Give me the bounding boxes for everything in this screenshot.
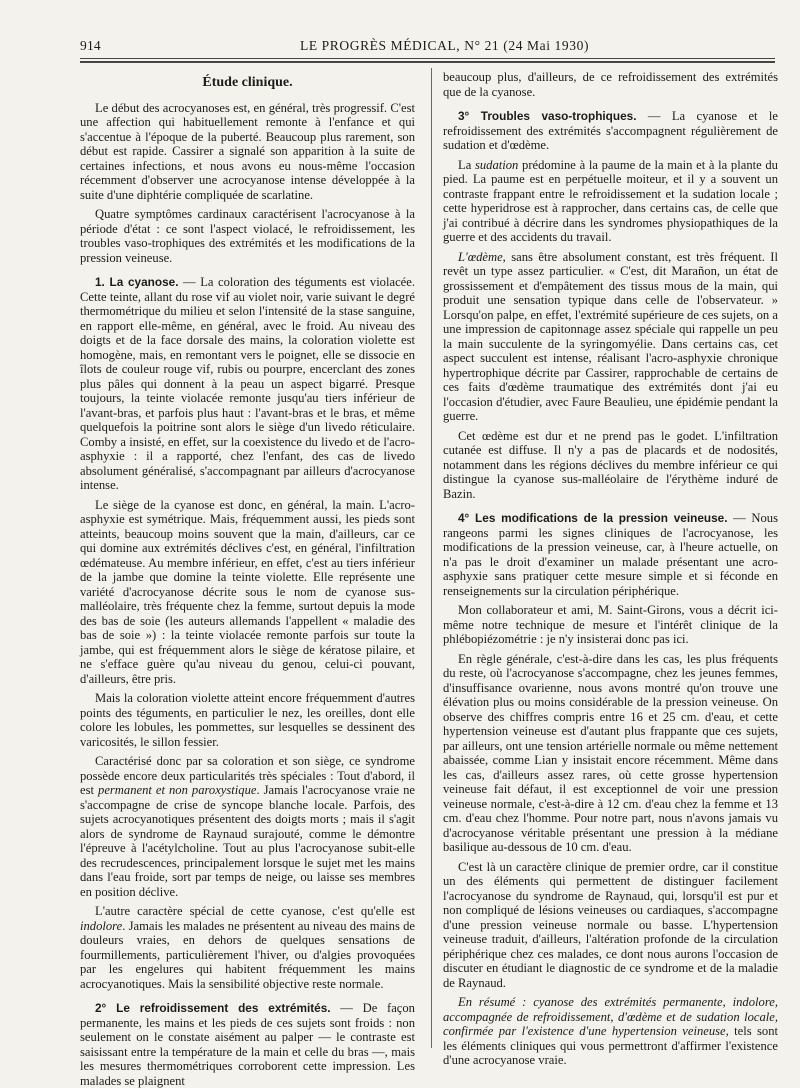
paragraph-continued: beaucoup plus, d'ailleurs, de ce refroidissement des extrémités que de la cyanose.	[443, 70, 778, 99]
paragraph: Caractérisé donc par sa coloration et son siège, ce syndrome possède encore deux particularités très spéciales : Tout d'abord, il est permanent et non paroxystique. Jamais l'acrocyanose vraie ne s'accompagne de crise de syncope blanche locale. Parfois, des sujets acrocyanotiques présentent des doigts morts ; mais il s'agit alors de syndrome de Raynaud surajouté, comme le démontre l'épreuve à l'acétylcholine. Tout au plus l'acrocyanose subit-elle des recrudescences, principalement lorsque le sujet met les mains dans l'eau froide, sort par temps de neige, ou laisse ses membres en position déclive.	[80, 754, 416, 899]
subsection-heading: 3° Troubles vaso-trophiques.	[458, 109, 637, 123]
subsection-heading: 2° Le refroidissement des extrémités.	[95, 1001, 331, 1015]
paragraph: Mais la coloration violette atteint encore fréquemment d'autres points des téguments, en particulier le nez, les oreilles, dont elle colore les lobules, les pommettes, sur lesquelles se dessinent des varicosités, le sillon fessier.	[80, 691, 415, 749]
emphasis: permanent et non paroxystique	[98, 783, 257, 797]
page-number: 914	[80, 38, 101, 53]
paragraph: L'autre caractère spécial de cette cyanose, c'est qu'elle est indolore. Jamais les malades ne présentent au niveau des mains de douleurs vraies, en dehors de quelques sensations de fourmillements, particulièrement l'hiver, ou d'algies provoquées par les engelures qui habitent fréquemment les mains acrocyanotiques. Mais la sensibilité objective reste normale.	[80, 904, 415, 991]
paragraph: En règle générale, c'est-à-dire dans les cas, les plus fréquents du reste, où l'acrocyanose s'accompagne, chez les jeunes femmes, d'insuffisance ovarienne, nous avons montré qu'on trouve une élévation plus ou moins considérable de la pression veineuse. On observe des chiffres compris entre 16 et 25 cm. d'eau, et cette hypertension veineuse est d'autant plus frappante que ces sujets, par ailleurs, ont une tension artérielle normale ou même nettement abaissée, comme Lian y insistait encore récemment. Même dans les cas, d'ailleurs assez rares, où cette grosse hypertension veineuse fait défaut, il est exceptionnel de voir une pression veineuse normale, c'est-à-dire à 12 cm. d'eau chez la femme et 13 cm. d'eau chez l'homme. Pour notre part, nous n'avons jamais vu d'acrocyanose véritable présentant une pression à la médiane basilique au-dessous de 10 cm. d'eau.	[443, 651, 778, 854]
emphasis: L'œdème	[458, 249, 503, 264]
emphasis: indolore	[80, 918, 123, 933]
running-title: LE PROGRÈS MÉDICAL, N° 21 (24 Mai 1930)	[300, 38, 590, 53]
paragraph: Mon collaborateur et ami, M. Saint-Girons, vous a décrit ici-même notre technique de mesure et l'intérêt clinique de la phlébopiézométrie : je n'y insisterai donc pas ici.	[443, 603, 778, 646]
paragraph: Quatre symptômes cardinaux caractérisent l'acrocyanose à la période d'état : ce sont l'aspect violacé, le refroidissement, les troubles vaso-trophiques des extrémités et les modifications de la pression veineuse.	[80, 207, 415, 265]
header-rule-double	[80, 61, 775, 63]
paragraph-pression-veineuse: 4° Les modifications de la pression veineuse. — Nous rangeons parmi les signes cliniques de l'acrocyanose, les modifications de la pression veineuse, car, à l'heure actuelle, on n'a pas le droit d'examiner un malade présentant une acro-asphyxie sans pratiquer cette mesure simple et si féconde en renseignements sur la circulation périphérique.	[443, 511, 778, 598]
paragraph-refroidissement: 2° Le refroidissement des extrémités. — De façon permanente, les mains et les pieds de ces sujets sont froids : non seulement on le constate aisément au palper — le contraste est saisissant entre la température de la main et celle du bras —, mais les mesures thermométriques corroborent cette impression. Les malades se plaignent	[80, 1001, 415, 1088]
emphasis: sudation	[474, 157, 519, 172]
paragraph: L'œdème, sans être absolument constant, est très fréquent. Il revêt un type assez particulier. « C'est, dit Marañon, un état de grossissement et d'empâtement des tissus mous de la main, qui produit une sensation typique dans celle de l'observateur. » Lorsqu'on palpe, en effet, l'extrémité supérieure de ces sujets, on a une impression de capitonnage assez spéciale qui rappelle un peu la main succulente de la syringomyélie. Dans certains cas, cet aspect succulent est intense, réalisant l'acro-asphyxie chronique hypertrophique décrite par Cassirer, rapprochable de certains de ces faits d'œdème traumatique des extrémités dont j'ai eu l'occasion d'étudier, avec Faure Beaulieu, une épidémie pendant la guerre.	[443, 249, 778, 423]
emphasis: En résumé : cyanose des extrémités permanente, indolore, accompagnée de refroidissement, d'œdème et de sudation locale, confirmée par l'existence d'une hypertension veineuse,	[443, 995, 778, 1038]
column-divider	[431, 68, 432, 1048]
paragraph-vaso-trophiques: 3° Troubles vaso-trophiques. — La cyanose et le refroidissement des extrémités s'accompagnent régulièrement de sudation et d'œdème.	[443, 109, 778, 152]
paragraph-cyanose: 1. La cyanose. — La coloration des téguments est violacée. Cette teinte, allant du rose vif au violet noir, varie suivant le degré thermométrique du milieu et selon l'intensité de la stase sanguine, en rapport elle-même, en général, avec le froid. Au niveau des doigts et de la face dorsale des mains, la coloration violette est homogène, mais, en remontant vers le poignet, elle se dissocie en îlots de couleur rouge vif, rubis ou pourpre, encerclant des zones plus pâles qui donnent à la peau un aspect bigarré. Presque toujours, la teinte violacée remonte jusqu'au tiers inférieur de l'avant-bras, et parfois plus haut : l'avant-bras et le bras, et même quelquefois la poitrine sont alors le siège d'un livedo réticulaire. Comby a insisté, en effet, sur la coexistence du livedo et de l'acro-asphyxie : il a rapporté, chez l'enfant, des cas de livedo absolument généralisé, s'accompagnant par ailleurs d'acrocyanose intense.	[80, 275, 415, 492]
paragraph: Le début des acrocyanoses est, en général, très progressif. C'est une affection qui habituellement remonte à l'enfance et qui s'accentue à l'époque de la puberté. Beaucoup plus rarement, son début est rapide. Cassirer a signalé son apparition à la suite de certaines infections, et nous avons eu nous-même l'occasion récemment d'observer une acrocyanose intense développée à la suite d'une diphtérie compliquée de scarlatine.	[80, 100, 415, 202]
paragraph: La sudation prédomine à la paume de la main et à la plante du pied. La paume est en perpétuelle moiteur, et il y a souvent un contraste frappant entre le refroidissement et la sudation locale ; cette hyperidrose est à rapprocher, dans certains cas, de celle que j'ai contribué à décrire dans les syndromes physiopathiques de la guerre et des accidents du travail.	[443, 157, 778, 244]
paragraph: Cet œdème est dur et ne prend pas le godet. L'infiltration cutanée est diffuse. Il n'y a pas de placards et de nodosités, notamment dans les régions déclives du membre inférieur ce qui distingue la cyanose sus-malléolaire de l'érythème induré de Bazin.	[443, 428, 778, 501]
subsection-heading: 1. La cyanose.	[95, 275, 179, 289]
paragraph-resume: En résumé : cyanose des extrémités permanente, indolore, accompagnée de refroidissement, d'œdème et de sudation locale, confirmée par l'existence d'une hypertension veineuse, tels sont les éléments cliniques qui vous permettront d'affirmer l'existence d'une acrocyanose vraie.	[443, 995, 778, 1067]
paragraph: Le siège de la cyanose est donc, en général, la main. L'acro-asphyxie est symétrique. Mais, fréquemment aussi, les pieds sont atteints, beaucoup moins souvent que la main, d'ailleurs, car ce qui domine aux extrémités déclives c'est, en général, l'infiltration œdémateuse. Au membre inférieur, en effet, c'est au tiers inférieur de la jambe que domine la teinte violette. Elle représente une variété d'acrocyanose décrite sous le nom de cyanose sus-malléolaire, très fréquente chez la femme, surtout depuis la mode des bas de soie (les auteurs allemands l'appellent « maladie des bas de soie ») : la teinte violacée remonte parfois sur toute la jambe, qui est fréquemment alors le siège de kératose pilaire, et ne s'efface guère qu'au niveau du genou, celui-ci pouvant, d'ailleurs, être pris.	[80, 497, 415, 686]
left-column	[80, 70, 416, 1088]
subsection-heading: 4° Les modifications de la pression veineuse.	[458, 511, 728, 525]
paragraph: C'est là un caractère clinique de premier ordre, car il constitue un des éléments qui permettent de distinguer facilement l'acrocyanose du syndrome de Raynaud, qui, lorsqu'il est pur et non compliqué de lésions veineuses ou cardiaques, s'accompagne d'une pression veineuse normale ou basse. L'hypertension veineuse traduit, d'ailleurs, l'altération profonde de la circulation périphérique chez ces malades, ce dont nous aurons l'occasion de discuter en étudiant le diagnostic de ce syndrome et de la maladie de Raynaud.	[443, 859, 778, 990]
section-title: Étude clinique.	[202, 75, 293, 90]
right-column	[443, 70, 778, 1070]
running-header	[80, 38, 775, 56]
header-rule	[80, 58, 775, 59]
